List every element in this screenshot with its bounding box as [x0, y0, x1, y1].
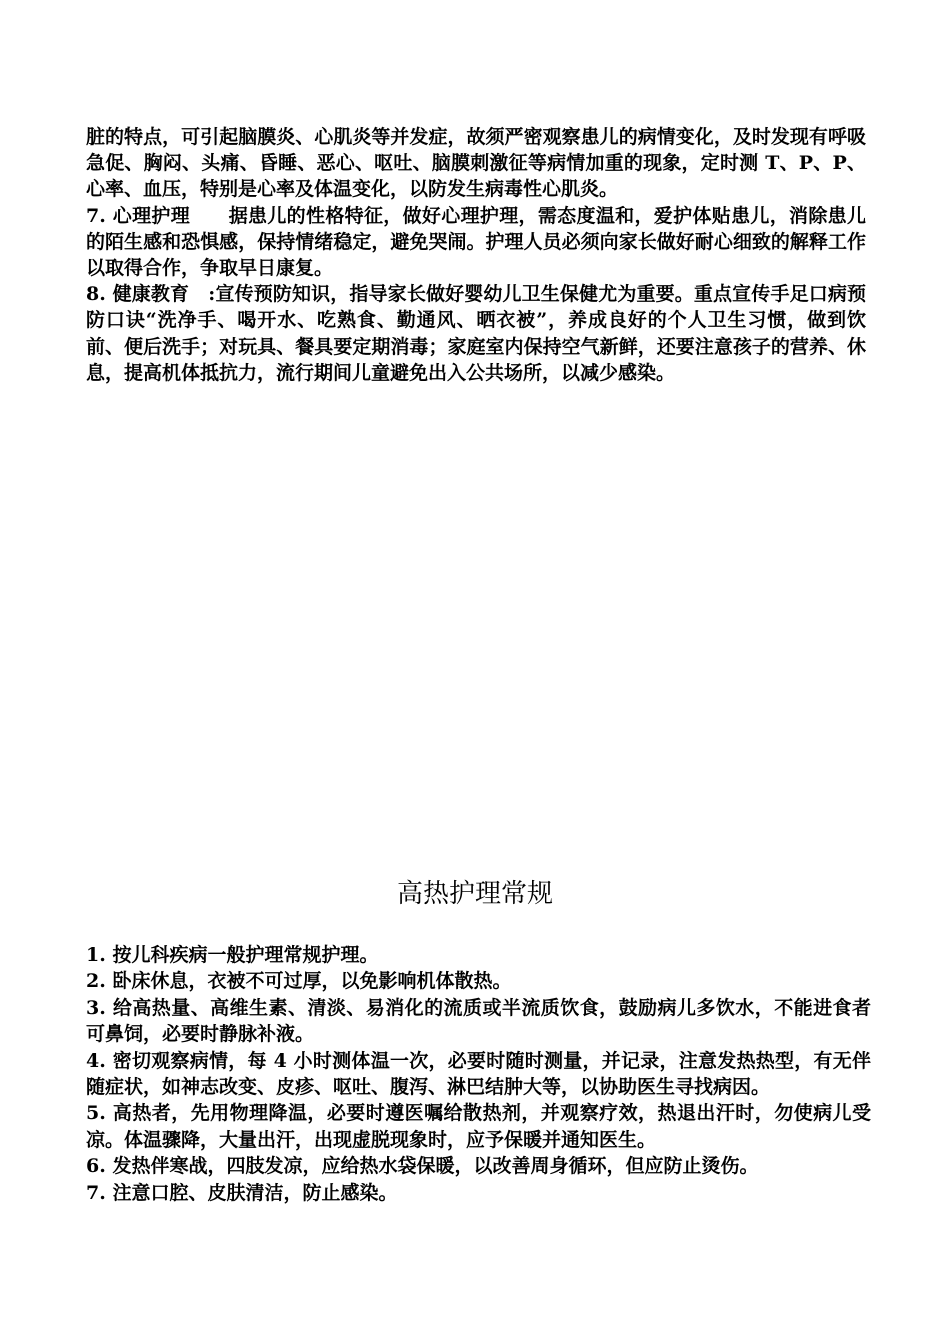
- list-item: [86, 1180, 871, 1206]
- list-item-health-education: [86, 281, 866, 386]
- item-number: 4.: [86, 1049, 106, 1072]
- item-text: 发热伴寒战，四肢发凉，应给热水袋保暖，以改善周身循环，但应防止烫伤。: [105, 1155, 759, 1178]
- item-text: 按儿科疾病一般护理常规护理。: [105, 944, 379, 966]
- list-item: [86, 1100, 871, 1153]
- item-number: 2.: [86, 970, 106, 993]
- list-item: [86, 1048, 871, 1101]
- item-text: 卧床休息，衣被不可过厚，以免影响机体散热。: [105, 970, 512, 993]
- item-number: 5.: [86, 1102, 106, 1125]
- continuation-paragraph: 脏的特点，可引起脑膜炎、心肌炎等并发症，故须严密观察患儿的病情变化，及时发现有呼吸急促、胸闷、头痛、昏睡、恶心、呕吐、脑膜刺激征等病情加重的现象，定时测 T、P、P、心率、血压，特别是心率及体温变化，以防发生病毒性心肌炎。: [86, 126, 866, 201]
- continuation-text-block: [86, 124, 866, 386]
- list-item: [86, 1153, 871, 1179]
- item-text: 注意口腔、皮肤清洁，防止感染。: [105, 1181, 398, 1204]
- item-text: 心理护理 据患儿的性格特征，做好心理护理，需态度温和，爱护体贴患儿，消除患儿的陌生感和恐惧感，保持情绪稳定，避免哭闹。护理人员必须向家长做好耐心细致的解释工作以取得合作，争取早日康复。: [86, 204, 866, 280]
- item-text: 密切观察病情，每 4 小时测体温一次，必要时随时测量，并记录，注意发热热型，有无伴随症状，如神志改变、皮疹、呕吐、腹泻、淋巴结肿大等，以协助医生寻找病因。: [86, 1049, 871, 1099]
- section-title: 高热护理常规: [396, 879, 553, 909]
- fever-care-list: [86, 942, 871, 1206]
- list-item: [86, 968, 871, 994]
- item-text: 高热者，先用物理降温，必要时遵医嘱给散热剂，并观察疗效，热退出汗时，勿使病儿受凉。体温骤降，大量出汗，出现虚脱现象时，应予保暖并通知医生。: [86, 1102, 871, 1151]
- item-number: 8.: [86, 283, 106, 306]
- list-item-psychological-care: [86, 203, 866, 282]
- item-number: 6.: [86, 1155, 106, 1178]
- item-number: 7.: [86, 1181, 106, 1204]
- item-number: 3.: [86, 996, 106, 1019]
- item-number: 1.: [86, 944, 106, 966]
- item-text: 给高热量、高维生素、清淡、易消化的流质或半流质饮食，鼓励病儿多饮水，不能进食者可鼻饲，必要时静脉补液。: [86, 996, 871, 1046]
- item-number: 7.: [86, 204, 106, 227]
- item-text: 健康教育 :宣传预防知识，指导家长做好婴幼儿卫生保健尤为重要。重点宣传手足口病预防口诀“洗净手、喝开水、吃熟食、勤通风、晒衣被”，养成良好的个人卫生习惯，做到饮前、便后洗手；对玩具、餐具要定期消毒；家庭室内保持空气新鲜，还要注意孩子的营养、休息，提高机体抵抗力，流行期间儿童避免出入公共场所，以减少感染。: [86, 283, 866, 384]
- list-item: [86, 995, 871, 1048]
- list-item: [86, 942, 871, 968]
